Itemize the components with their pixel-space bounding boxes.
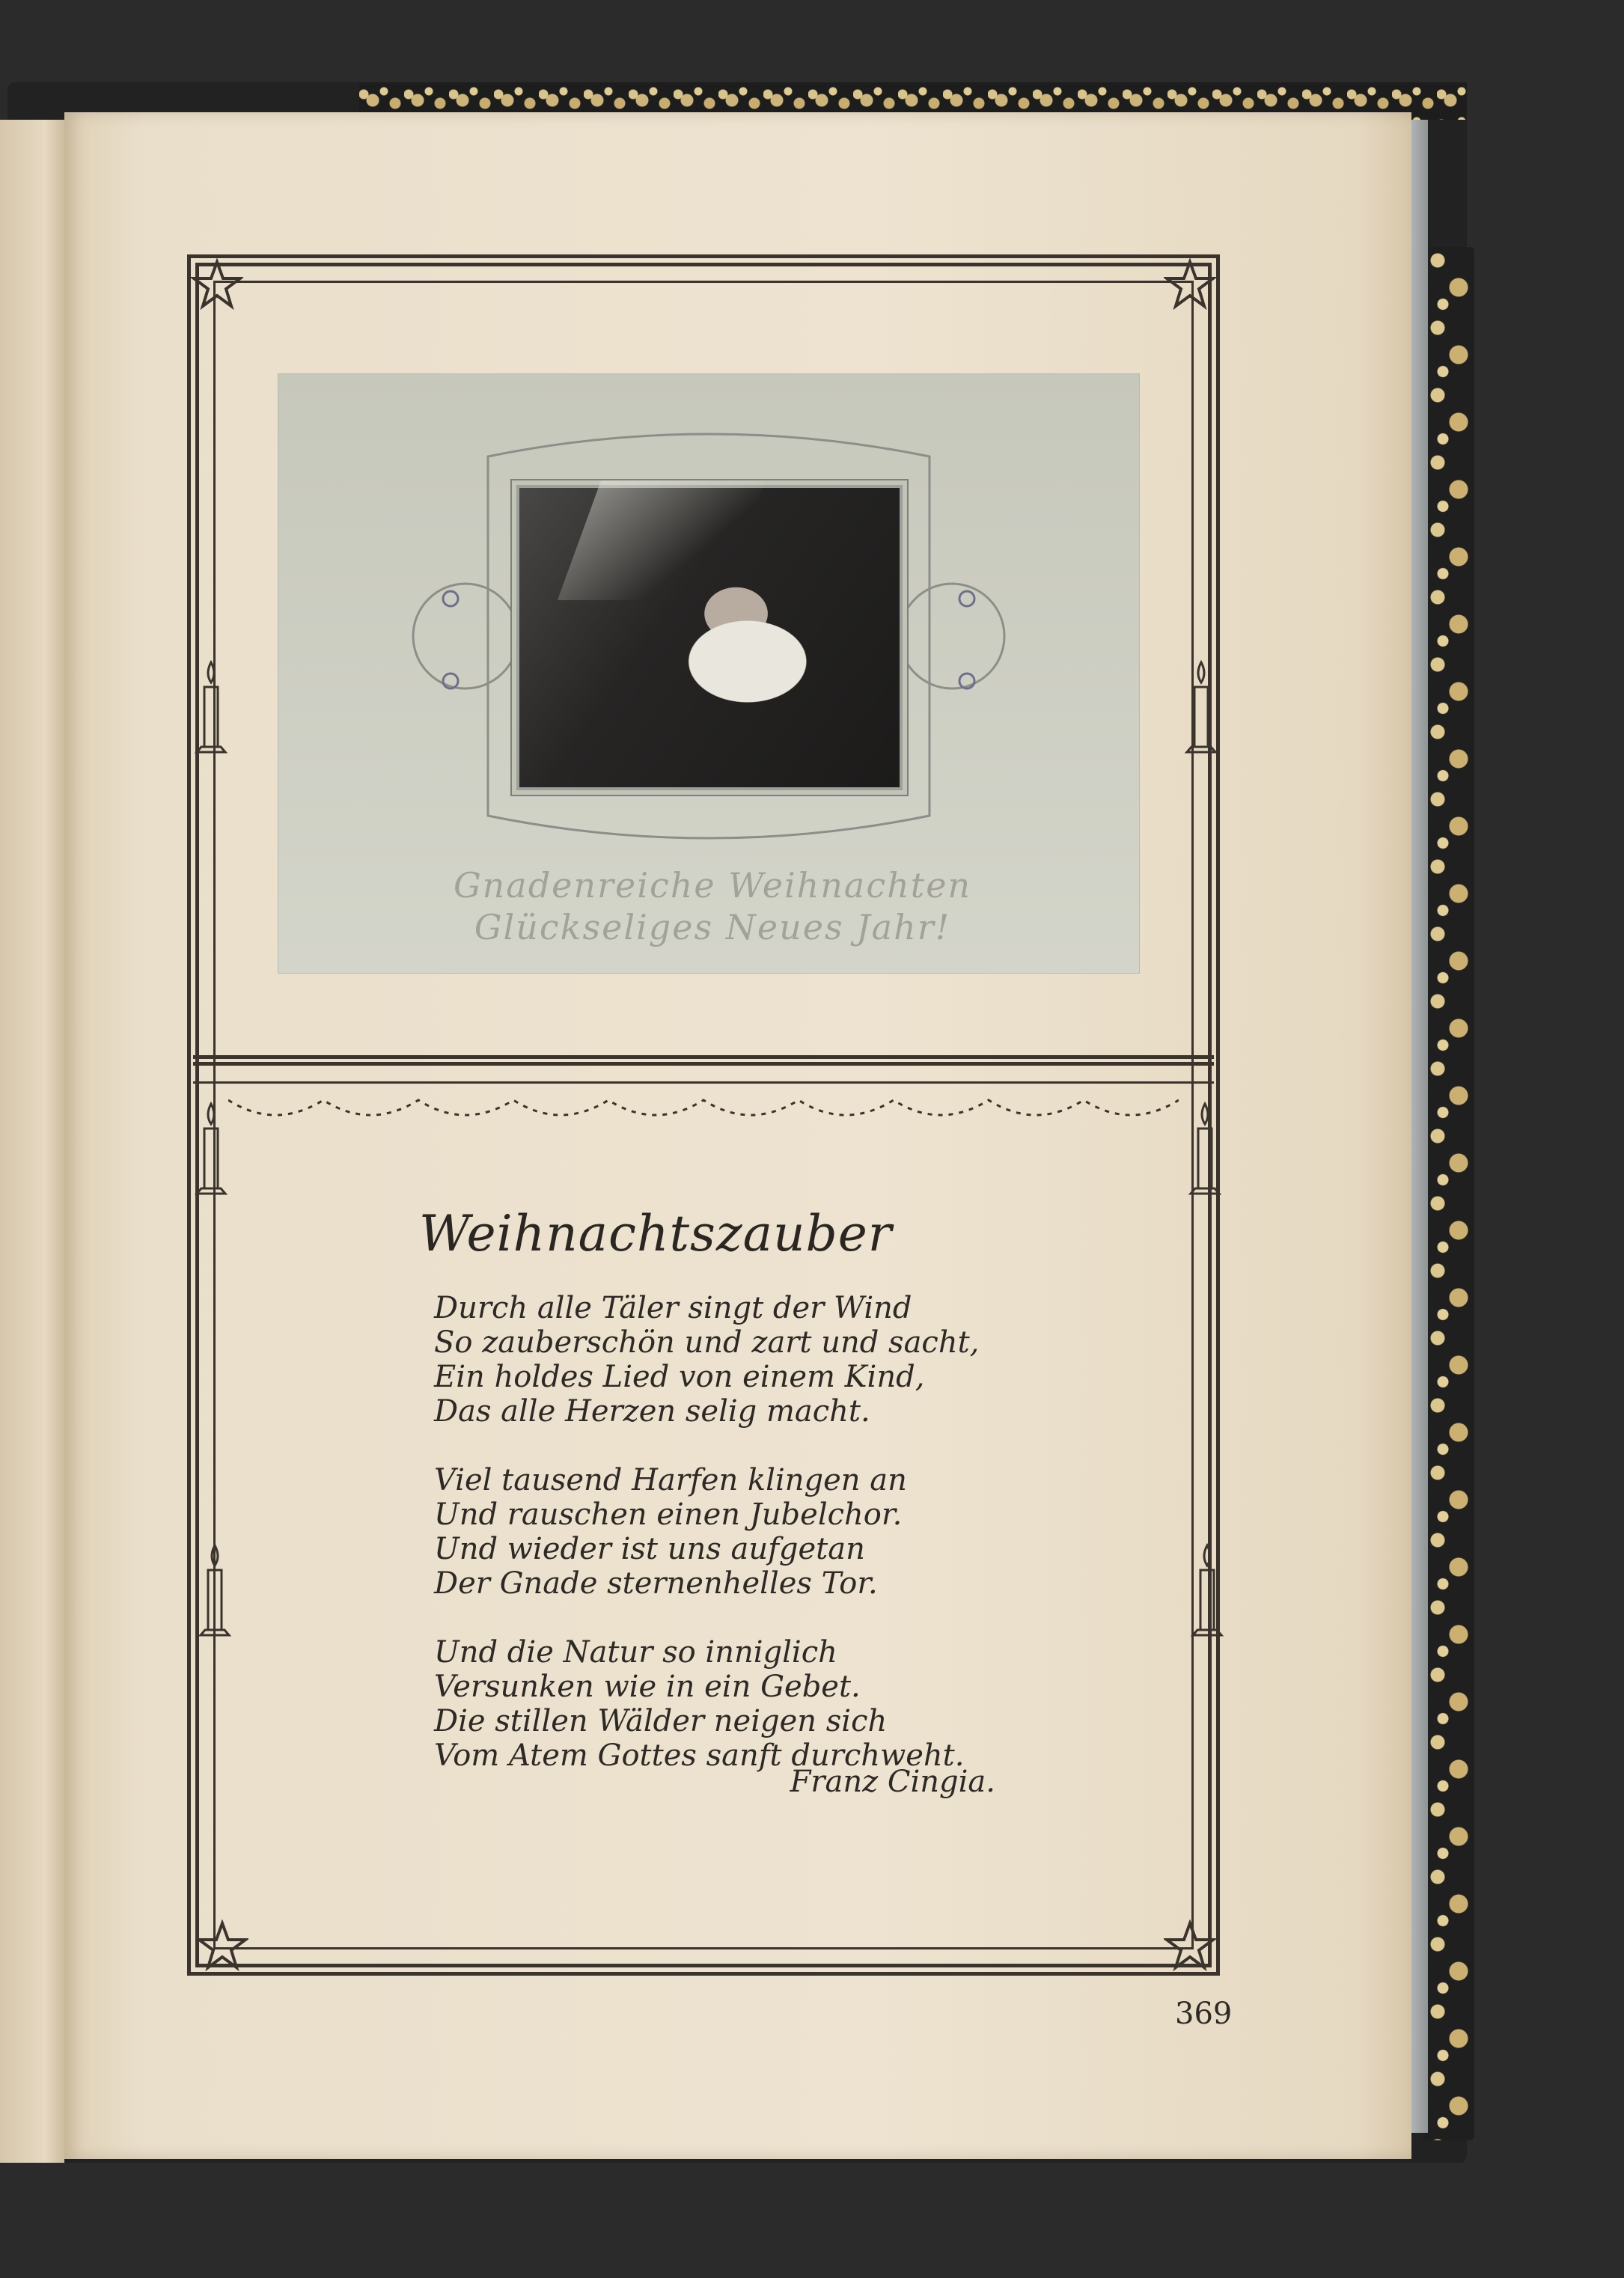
poem-line: Durch alle Täler singt der Wind <box>434 1291 912 1325</box>
page-number: 369 <box>1175 1997 1233 2031</box>
candle-icon <box>192 659 230 763</box>
poem-author: Franz Cingia. <box>790 1765 995 1799</box>
candle-icon <box>196 1542 233 1646</box>
poem-line: Und rauschen einen Jubelchor. <box>434 1497 903 1532</box>
poem-line: Und wieder ist uns aufgetan <box>434 1532 865 1566</box>
candle-icon <box>1188 1542 1226 1646</box>
poem-line: Vom Atem Gottes sanft durchweht. <box>434 1738 965 1773</box>
poem-line: Versunken wie in ein Gebet. <box>434 1670 861 1704</box>
candle-icon <box>192 1100 230 1205</box>
star-ornament-icon <box>191 258 243 311</box>
star-ornament-icon <box>1164 258 1216 311</box>
poem-line: Der Gnade sternenhelles Tor. <box>434 1566 878 1601</box>
christmas-card-illustration <box>278 374 1139 973</box>
poem-line: Viel tausend Harfen klingen an <box>434 1463 907 1497</box>
poem-line: So zauberschön und zart und sacht, <box>434 1325 980 1360</box>
poem-line: Die stillen Wälder neigen sich <box>434 1704 888 1738</box>
greeting-line-1: Gnadenreiche Weihnachten <box>453 865 972 906</box>
candle-icon <box>1182 659 1220 763</box>
star-ornament-icon <box>196 1920 248 1972</box>
star-ornament-icon <box>1164 1920 1216 1972</box>
left-page-edge <box>0 120 64 2163</box>
poem-line: Und die Natur so inniglich <box>434 1635 837 1670</box>
greeting-line-2: Glückseliges Neues Jahr! <box>474 907 951 947</box>
stanza <box>434 1463 1108 1601</box>
nativity-photo <box>516 485 903 790</box>
poem-body <box>434 1291 1108 1807</box>
stanza <box>434 1635 1108 1773</box>
marbled-edge-side <box>1422 247 1474 2140</box>
card-greeting <box>451 864 974 948</box>
light-ray <box>558 480 766 600</box>
garland-ornament <box>228 1089 1179 1134</box>
poem-line: Ein holdes Lied von einem Kind, <box>434 1360 925 1394</box>
poem-title: Weihnachtszauber <box>419 1205 893 1262</box>
stanza <box>434 1291 1108 1429</box>
poem-line: Das alle Herzen selig macht. <box>434 1394 870 1429</box>
candle-icon <box>1186 1100 1224 1205</box>
frame-divider <box>193 1055 1214 1084</box>
